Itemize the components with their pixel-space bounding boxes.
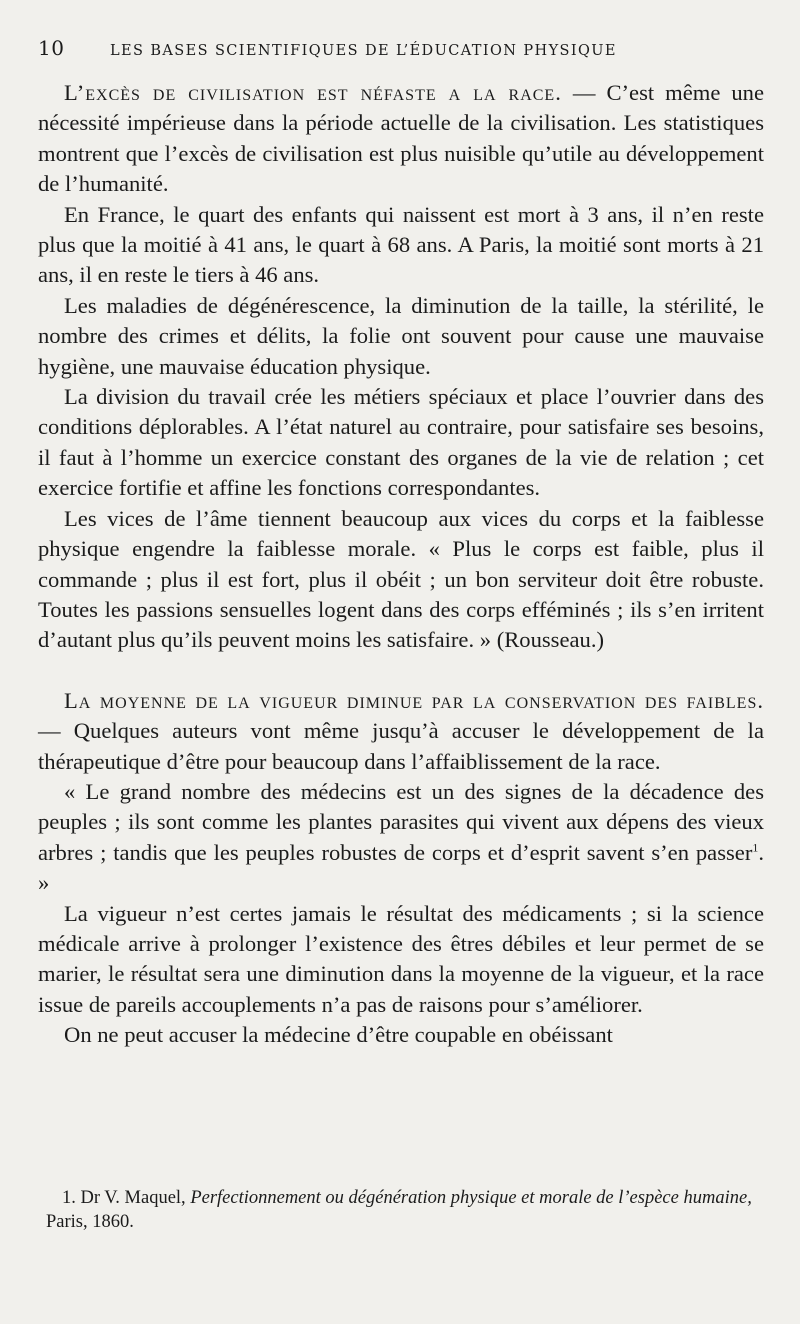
footnote-author: Dr V. Maquel, [80, 1188, 186, 1208]
footnote-reference: 1 [752, 840, 759, 855]
paragraph: Les maladies de dégénérescence, la diminution de la taille, la stérilité, le nombre des crimes et délits, la folie ont souvent pour cause une mauvaise hygiène, une mauvaise éducation physique. [38, 292, 764, 379]
running-title: LES BASES SCIENTIFIQUES DE L’ÉDUCATION PHYSIQUE [110, 43, 617, 59]
running-head [38, 36, 764, 66]
paragraph: La vigueur n’est certes jamais le résultat des médicaments ; si la science médicale arrive à prolonger l’existence des êtres débiles et leur permet de se marier, le résultat sera une diminution dans la moyenne de la vigueur, et la race issue de pareils accouplements n’a pas de raisons pour s’améliorer. [38, 900, 764, 1017]
section-1-lead: — C’est même une nécessité impérieuse dans la période actuelle de la civilisation. Les statistiques montrent que l’excès de civilisation est plus nuisible qu’utile au développement de l’humanité. [38, 80, 764, 197]
quotation-paragraph [38, 777, 764, 899]
page-number: 10 [38, 36, 65, 60]
quotation-end: . » [38, 839, 764, 896]
footnote-work-title: Perfectionnement ou dégénération physique et morale de l’espèce humaine, [190, 1188, 752, 1208]
section-2-heading: La moyenne de la vigueur diminue par la conservation des faibles. [64, 687, 764, 713]
section-1-heading: L’excès de civilisation est néfaste a la race. [64, 80, 562, 105]
paragraph: Les vices de l’âme tiennent beaucoup aux vices du corps et la faiblesse physique engendre la faiblesse morale. « Plus le corps est faible, plus il commande ; plus il est fort, plus il obéit ; un bon serviteur doit être robuste. Toutes les passions sensuelles logent dans des corps efféminés ; ils s’en irritent d’autant plus qu’ils peuvent moins les satisfaire. » (Rousseau.) [38, 505, 764, 653]
section-2-lead: — Quelques auteurs vont même jusqu’à accuser le développement de la thérapeutique d’être pour beaucoup dans l’affaiblissement de la race. [38, 718, 764, 774]
body-text [38, 78, 764, 1051]
section-1-opening-paragraph [38, 78, 764, 200]
footnote-number: 1. [62, 1188, 76, 1208]
footnote-place-date: Paris, 1860. [46, 1212, 134, 1232]
paragraph: La division du travail crée les métiers spéciaux et place l’ouvrier dans des conditions déplorables. A l’état naturel au contraire, pour satisfaire ses besoins, il faut à l’homme un exercice constant des organes de la vie de relation ; cet exercice fortifie et affine les fonctions correspondantes. [38, 384, 764, 501]
paragraph: On ne peut accuser la médecine d’être coupable en obéissant [64, 1022, 613, 1048]
paragraph: En France, le quart des enfants qui naissent est mort à 3 ans, il n’en reste plus que la moitié à 41 ans, le quart à 68 ans. A Paris, la moitié sont morts à 21 ans, il en reste le tiers à 46 ans. [38, 201, 764, 288]
quotation-text: « Le grand nombre des médecins est un des signes de la décadence des peuples ; ils sont comme les plantes parasites qui vivent aux dépens des vieux arbres ; tandis que les peuples robustes de corps et d’esprit savent s’en passer [38, 778, 764, 865]
section-2-opening-paragraph [38, 686, 764, 777]
footnote [46, 1186, 764, 1234]
